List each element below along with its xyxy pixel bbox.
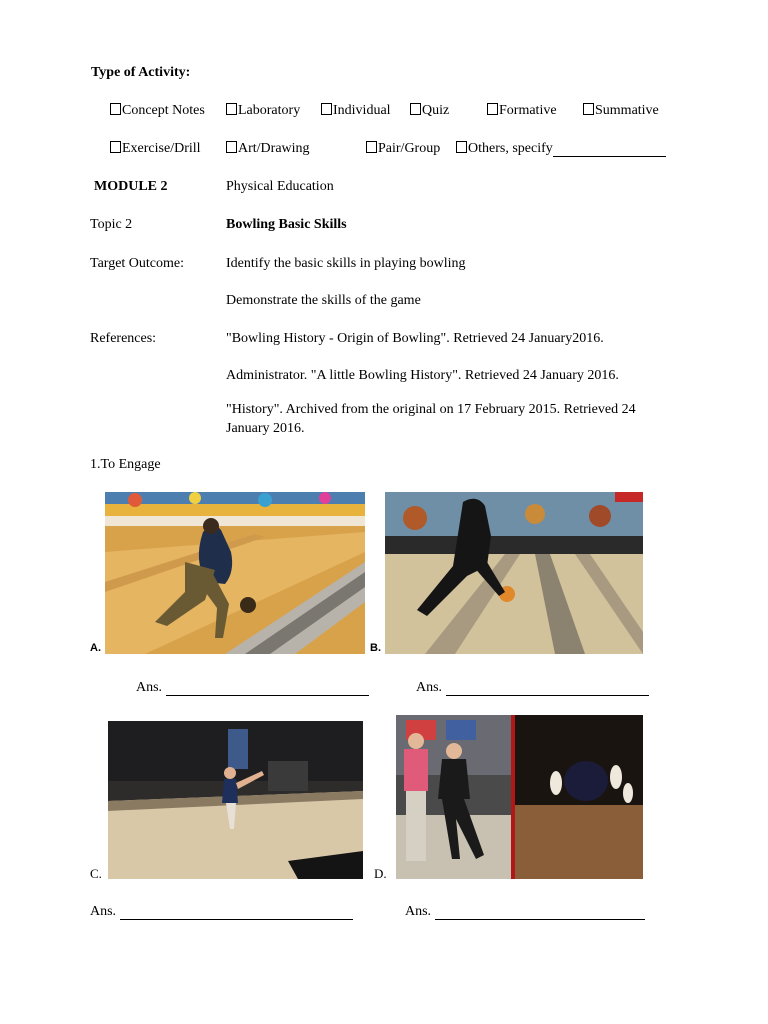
checkbox-art-drawing[interactable]: Art/Drawing bbox=[226, 141, 310, 157]
answer-d[interactable]: Ans. bbox=[405, 904, 645, 920]
photo-b bbox=[385, 492, 643, 654]
activity-heading: Type of Activity: bbox=[91, 65, 191, 80]
checkbox-others-specify[interactable]: Others, specify bbox=[456, 141, 666, 157]
answer-d-blank[interactable] bbox=[435, 906, 645, 920]
module-label: MODULE 2 bbox=[94, 179, 168, 194]
photo-d bbox=[396, 715, 643, 879]
checkbox-quiz[interactable]: Quiz bbox=[410, 103, 449, 119]
checkbox-icon[interactable] bbox=[583, 103, 594, 115]
photo-b-letter: B. bbox=[370, 642, 381, 654]
references-label: References: bbox=[90, 331, 157, 346]
outcome-item: Demonstrate the skills of the game bbox=[226, 293, 421, 308]
answer-b-blank[interactable] bbox=[446, 682, 649, 696]
reference-item: Administrator. "A little Bowling History". Retrieved 24 January 2016. bbox=[226, 368, 619, 383]
checkbox-formative[interactable]: Formative bbox=[487, 103, 557, 119]
checkbox-icon[interactable] bbox=[226, 141, 237, 153]
outcome-item: Identify the basic skills in playing bowling bbox=[226, 256, 466, 271]
topic-label: Topic 2 bbox=[90, 217, 133, 232]
engage-heading: 1.To Engage bbox=[90, 457, 161, 472]
checkbox-laboratory[interactable]: Laboratory bbox=[226, 103, 300, 119]
answer-c[interactable]: Ans. bbox=[90, 904, 353, 920]
checkbox-summative[interactable]: Summative bbox=[583, 103, 659, 119]
answer-c-blank[interactable] bbox=[120, 906, 353, 920]
checkbox-icon[interactable] bbox=[110, 141, 121, 153]
checkbox-icon[interactable] bbox=[487, 103, 498, 115]
reference-item-continued: January 2016. bbox=[226, 421, 305, 436]
photo-d-letter: D. bbox=[374, 866, 387, 881]
outcome-label: Target Outcome: bbox=[90, 256, 185, 271]
photo-a bbox=[105, 492, 365, 654]
reference-item: "Bowling History - Origin of Bowling". Retrieved 24 January2016. bbox=[226, 331, 604, 346]
checkbox-icon[interactable] bbox=[366, 141, 377, 153]
checkbox-icon[interactable] bbox=[226, 103, 237, 115]
photo-c bbox=[108, 721, 363, 879]
others-specify-blank[interactable] bbox=[553, 143, 666, 157]
checkbox-icon[interactable] bbox=[456, 141, 467, 153]
checkbox-concept-notes[interactable]: Concept Notes bbox=[110, 103, 205, 119]
answer-a-blank[interactable] bbox=[166, 682, 369, 696]
checkbox-icon[interactable] bbox=[110, 103, 121, 115]
photo-c-letter: C. bbox=[90, 866, 102, 881]
checkbox-icon[interactable] bbox=[410, 103, 421, 115]
checkbox-icon[interactable] bbox=[321, 103, 332, 115]
checkbox-individual[interactable]: Individual bbox=[321, 103, 391, 119]
answer-b[interactable]: Ans. bbox=[416, 680, 649, 696]
photo-a-letter: A. bbox=[90, 642, 101, 654]
answer-a[interactable]: Ans. bbox=[136, 680, 369, 696]
checkbox-pair-group[interactable]: Pair/Group bbox=[366, 141, 440, 157]
module-value: Physical Education bbox=[226, 179, 334, 194]
checkbox-exercise-drill[interactable]: Exercise/Drill bbox=[110, 141, 201, 157]
reference-item: "History". Archived from the original on 17 February 2015. Retrieved 24 bbox=[226, 402, 636, 417]
topic-value: Bowling Basic Skills bbox=[226, 217, 347, 232]
